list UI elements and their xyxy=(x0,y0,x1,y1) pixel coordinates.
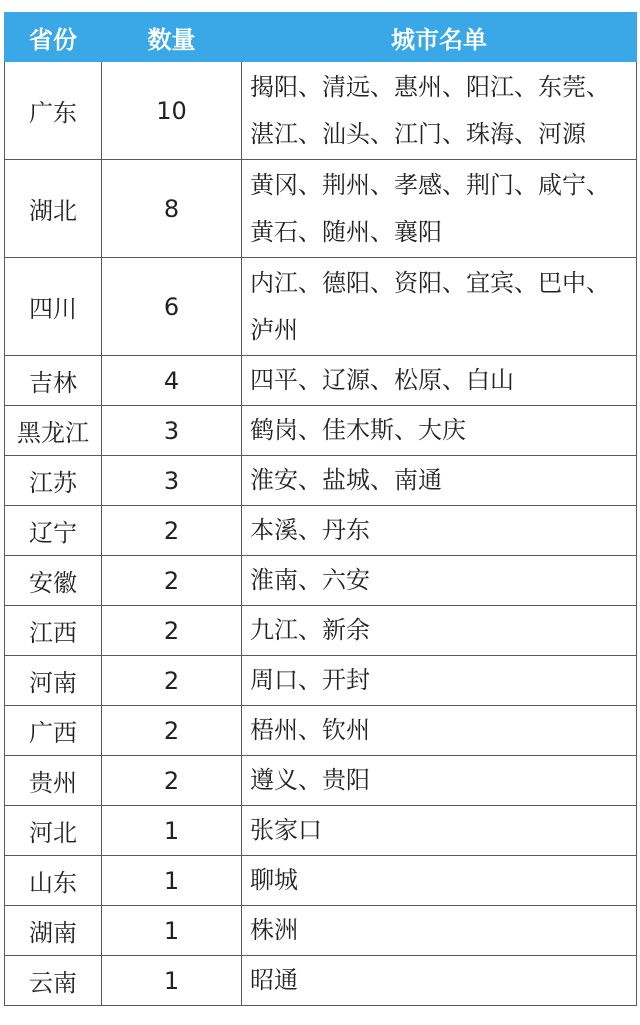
province-cell: 江西 xyxy=(5,606,102,656)
header-city-list: 城市名单 xyxy=(242,13,637,62)
province-cell: 广西 xyxy=(5,706,102,756)
count-cell: 1 xyxy=(102,906,242,956)
header-province: 省份 xyxy=(5,13,102,62)
count-cell: 1 xyxy=(102,856,242,906)
count-cell: 6 xyxy=(102,258,242,356)
table-row xyxy=(5,160,637,258)
header-row xyxy=(5,13,637,62)
table-row xyxy=(5,706,637,756)
count-cell: 2 xyxy=(102,706,242,756)
province-cell: 黑龙江 xyxy=(5,406,102,456)
count-cell: 2 xyxy=(102,556,242,606)
table-row xyxy=(5,906,637,956)
table-row xyxy=(5,456,637,506)
city-list-cell: 黄冈、荆州、孝感、荆门、咸宁、黄石、随州、襄阳 xyxy=(242,160,637,258)
city-list-cell: 鹤岗、佳木斯、大庆 xyxy=(242,406,637,456)
count-cell: 4 xyxy=(102,356,242,406)
table-body xyxy=(5,62,637,1006)
count-cell: 1 xyxy=(102,956,242,1006)
province-cell: 江苏 xyxy=(5,456,102,506)
city-list-cell: 聊城 xyxy=(242,856,637,906)
count-cell: 2 xyxy=(102,506,242,556)
count-cell: 3 xyxy=(102,456,242,506)
count-cell: 2 xyxy=(102,756,242,806)
city-list-cell: 梧州、钦州 xyxy=(242,706,637,756)
province-cell: 湖南 xyxy=(5,906,102,956)
city-list-cell: 遵义、贵阳 xyxy=(242,756,637,806)
city-list-cell: 揭阳、清远、惠州、阳江、东莞、湛江、汕头、江门、珠海、河源 xyxy=(242,62,637,160)
province-cell: 吉林 xyxy=(5,356,102,406)
table-row xyxy=(5,956,637,1006)
table-row xyxy=(5,656,637,706)
count-cell: 8 xyxy=(102,160,242,258)
table-row xyxy=(5,258,637,356)
table-row xyxy=(5,806,637,856)
city-list-cell: 淮安、盐城、南通 xyxy=(242,456,637,506)
table-row xyxy=(5,606,637,656)
count-cell: 2 xyxy=(102,606,242,656)
table-row xyxy=(5,856,637,906)
table-row xyxy=(5,356,637,406)
city-table-container xyxy=(4,12,636,1006)
table-header xyxy=(5,13,637,62)
province-cell: 云南 xyxy=(5,956,102,1006)
table-row xyxy=(5,406,637,456)
province-cell: 广东 xyxy=(5,62,102,160)
city-list-cell: 淮南、六安 xyxy=(242,556,637,606)
table-row xyxy=(5,62,637,160)
province-cell: 安徽 xyxy=(5,556,102,606)
table-row xyxy=(5,506,637,556)
city-list-cell: 本溪、丹东 xyxy=(242,506,637,556)
province-cell: 河北 xyxy=(5,806,102,856)
province-cell: 河南 xyxy=(5,656,102,706)
table-row xyxy=(5,756,637,806)
city-list-cell: 株洲 xyxy=(242,906,637,956)
city-list-cell: 四平、辽源、松原、白山 xyxy=(242,356,637,406)
city-list-cell: 九江、新余 xyxy=(242,606,637,656)
city-list-cell: 内江、德阳、资阳、宜宾、巴中、泸州 xyxy=(242,258,637,356)
count-cell: 1 xyxy=(102,806,242,856)
city-list-cell: 张家口 xyxy=(242,806,637,856)
province-city-table xyxy=(4,12,637,1006)
province-cell: 山东 xyxy=(5,856,102,906)
city-list-cell: 周口、开封 xyxy=(242,656,637,706)
province-cell: 湖北 xyxy=(5,160,102,258)
province-cell: 辽宁 xyxy=(5,506,102,556)
province-cell: 贵州 xyxy=(5,756,102,806)
count-cell: 3 xyxy=(102,406,242,456)
header-count: 数量 xyxy=(102,13,242,62)
count-cell: 10 xyxy=(102,62,242,160)
province-cell: 四川 xyxy=(5,258,102,356)
city-list-cell: 昭通 xyxy=(242,956,637,1006)
count-cell: 2 xyxy=(102,656,242,706)
table-row xyxy=(5,556,637,606)
